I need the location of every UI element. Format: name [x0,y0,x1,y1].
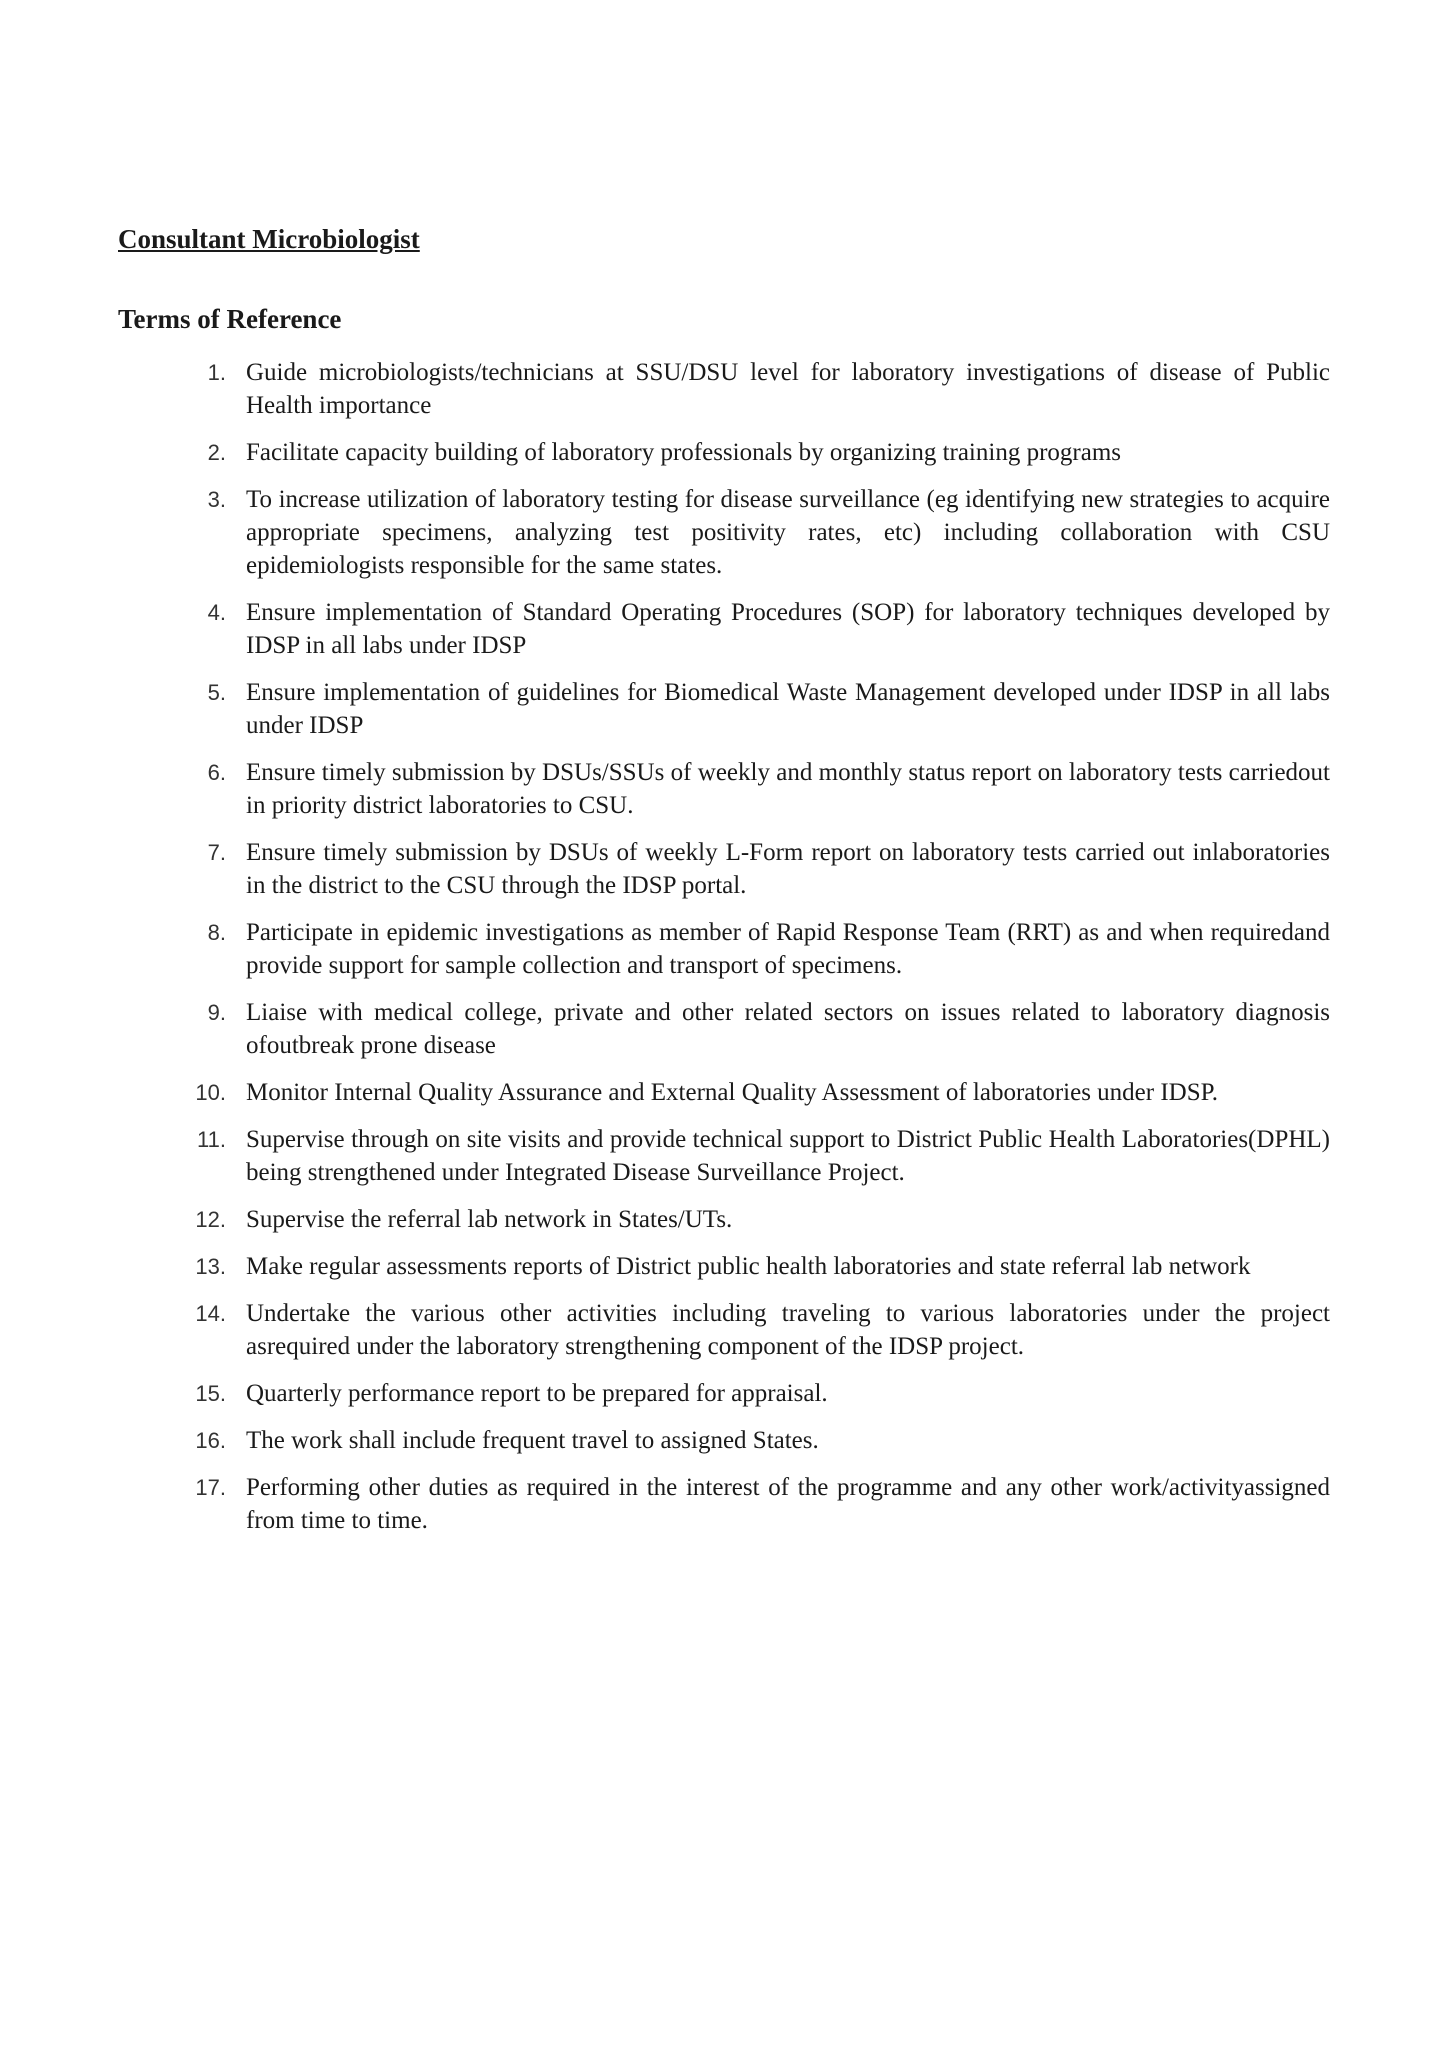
list-item [190,1076,1330,1109]
list-item-text: Ensure implementation of guidelines for Biomedical Waste Management developed under IDSP in all labs under IDSP [246,679,1330,739]
list-item-number: 2. [207,440,226,465]
list-item [190,1203,1330,1236]
list-item [190,1123,1330,1189]
terms-of-reference-list [190,356,1330,1551]
list-item-number: 7. [207,840,226,865]
list-item [190,1250,1330,1283]
list-item-text: Ensure implementation of Standard Operating Procedures (SOP) for laboratory techniques developed by IDSP in all labs under IDSP [246,599,1330,659]
list-item-text: The work shall include frequent travel to assigned States. [246,1427,819,1454]
list-item [190,676,1330,742]
list-item [190,356,1330,422]
list-item-text: To increase utilization of laboratory testing for disease surveillance (eg identifying new strategies to acquire appropriate specimens, analyzing test positivity rates, etc) including collaboration with CSU epidemiologists responsible for the same states. [246,486,1330,579]
list-item-text: Liaise with medical college, private and other related sectors on issues related to laboratory diagnosis ofoutbreak prone disease [246,999,1330,1059]
list-item-text: Monitor Internal Quality Assurance and External Quality Assessment of laboratories under IDSP. [246,1079,1219,1106]
list-item-text: Ensure timely submission by DSUs/SSUs of weekly and monthly status report on laboratory tests carriedout in priority district laboratories to CSU. [246,759,1330,819]
list-item-text: Performing other duties as required in the interest of the programme and any other work/activityassigned from time to time. [246,1474,1330,1534]
list-item [190,1297,1330,1363]
document-title: Consultant Microbiologist [118,224,420,254]
list-item [190,756,1330,822]
list-item-text: Quarterly performance report to be prepared for appraisal. [246,1380,828,1407]
list-item-text: Supervise through on site visits and provide technical support to District Public Health Laboratories(DPHL) being strengthened under Integrated Disease Surveillance Project. [246,1126,1330,1186]
list-item [190,1377,1330,1410]
list-item-number: 12. [195,1207,226,1232]
list-item-text: Undertake the various other activities including traveling to various laboratories under the project asrequired under the laboratory strengthening component of the IDSP project. [246,1300,1330,1360]
list-item-text: Facilitate capacity building of laboratory professionals by organizing training programs [246,439,1121,466]
list-item-number: 11. [197,1127,226,1152]
list-item [190,483,1330,582]
list-item-text: Supervise the referral lab network in States/UTs. [246,1206,733,1233]
list-item-number: 14. [195,1301,226,1326]
list-item-number: 1. [207,360,226,385]
list-item-number: 6. [207,760,226,785]
list-item-number: 3. [207,487,226,512]
list-item-text: Participate in epidemic investigations as member of Rapid Response Team (RRT) as and when requiredand provide support for sample collection and transport of specimens. [246,919,1330,979]
list-item-text: Ensure timely submission by DSUs of weekly L-Form report on laboratory tests carried out inlaboratories in the district to the CSU through the IDSP portal. [246,839,1330,899]
list-item-number: 13. [195,1254,226,1279]
list-item [190,1424,1330,1457]
list-item-number: 8. [207,920,226,945]
list-item-number: 17. [195,1475,226,1500]
list-item-number: 4. [207,600,226,625]
list-item-number: 16. [195,1428,226,1453]
list-item-number: 15. [195,1381,226,1406]
list-item [190,836,1330,902]
list-item [190,916,1330,982]
list-item-number: 5. [207,680,226,705]
list-item [190,1471,1330,1537]
list-item-text: Guide microbiologists/technicians at SSU/DSU level for laboratory investigations of disease of Public Health importance [246,359,1330,419]
list-item-text: Make regular assessments reports of District public health laboratories and state referral lab network [246,1253,1251,1280]
list-item [190,596,1330,662]
list-item-number: 10. [195,1080,226,1105]
list-item-number: 9. [207,1000,226,1025]
list-item [190,436,1330,469]
list-item [190,996,1330,1062]
section-heading: Terms of Reference [118,304,342,334]
